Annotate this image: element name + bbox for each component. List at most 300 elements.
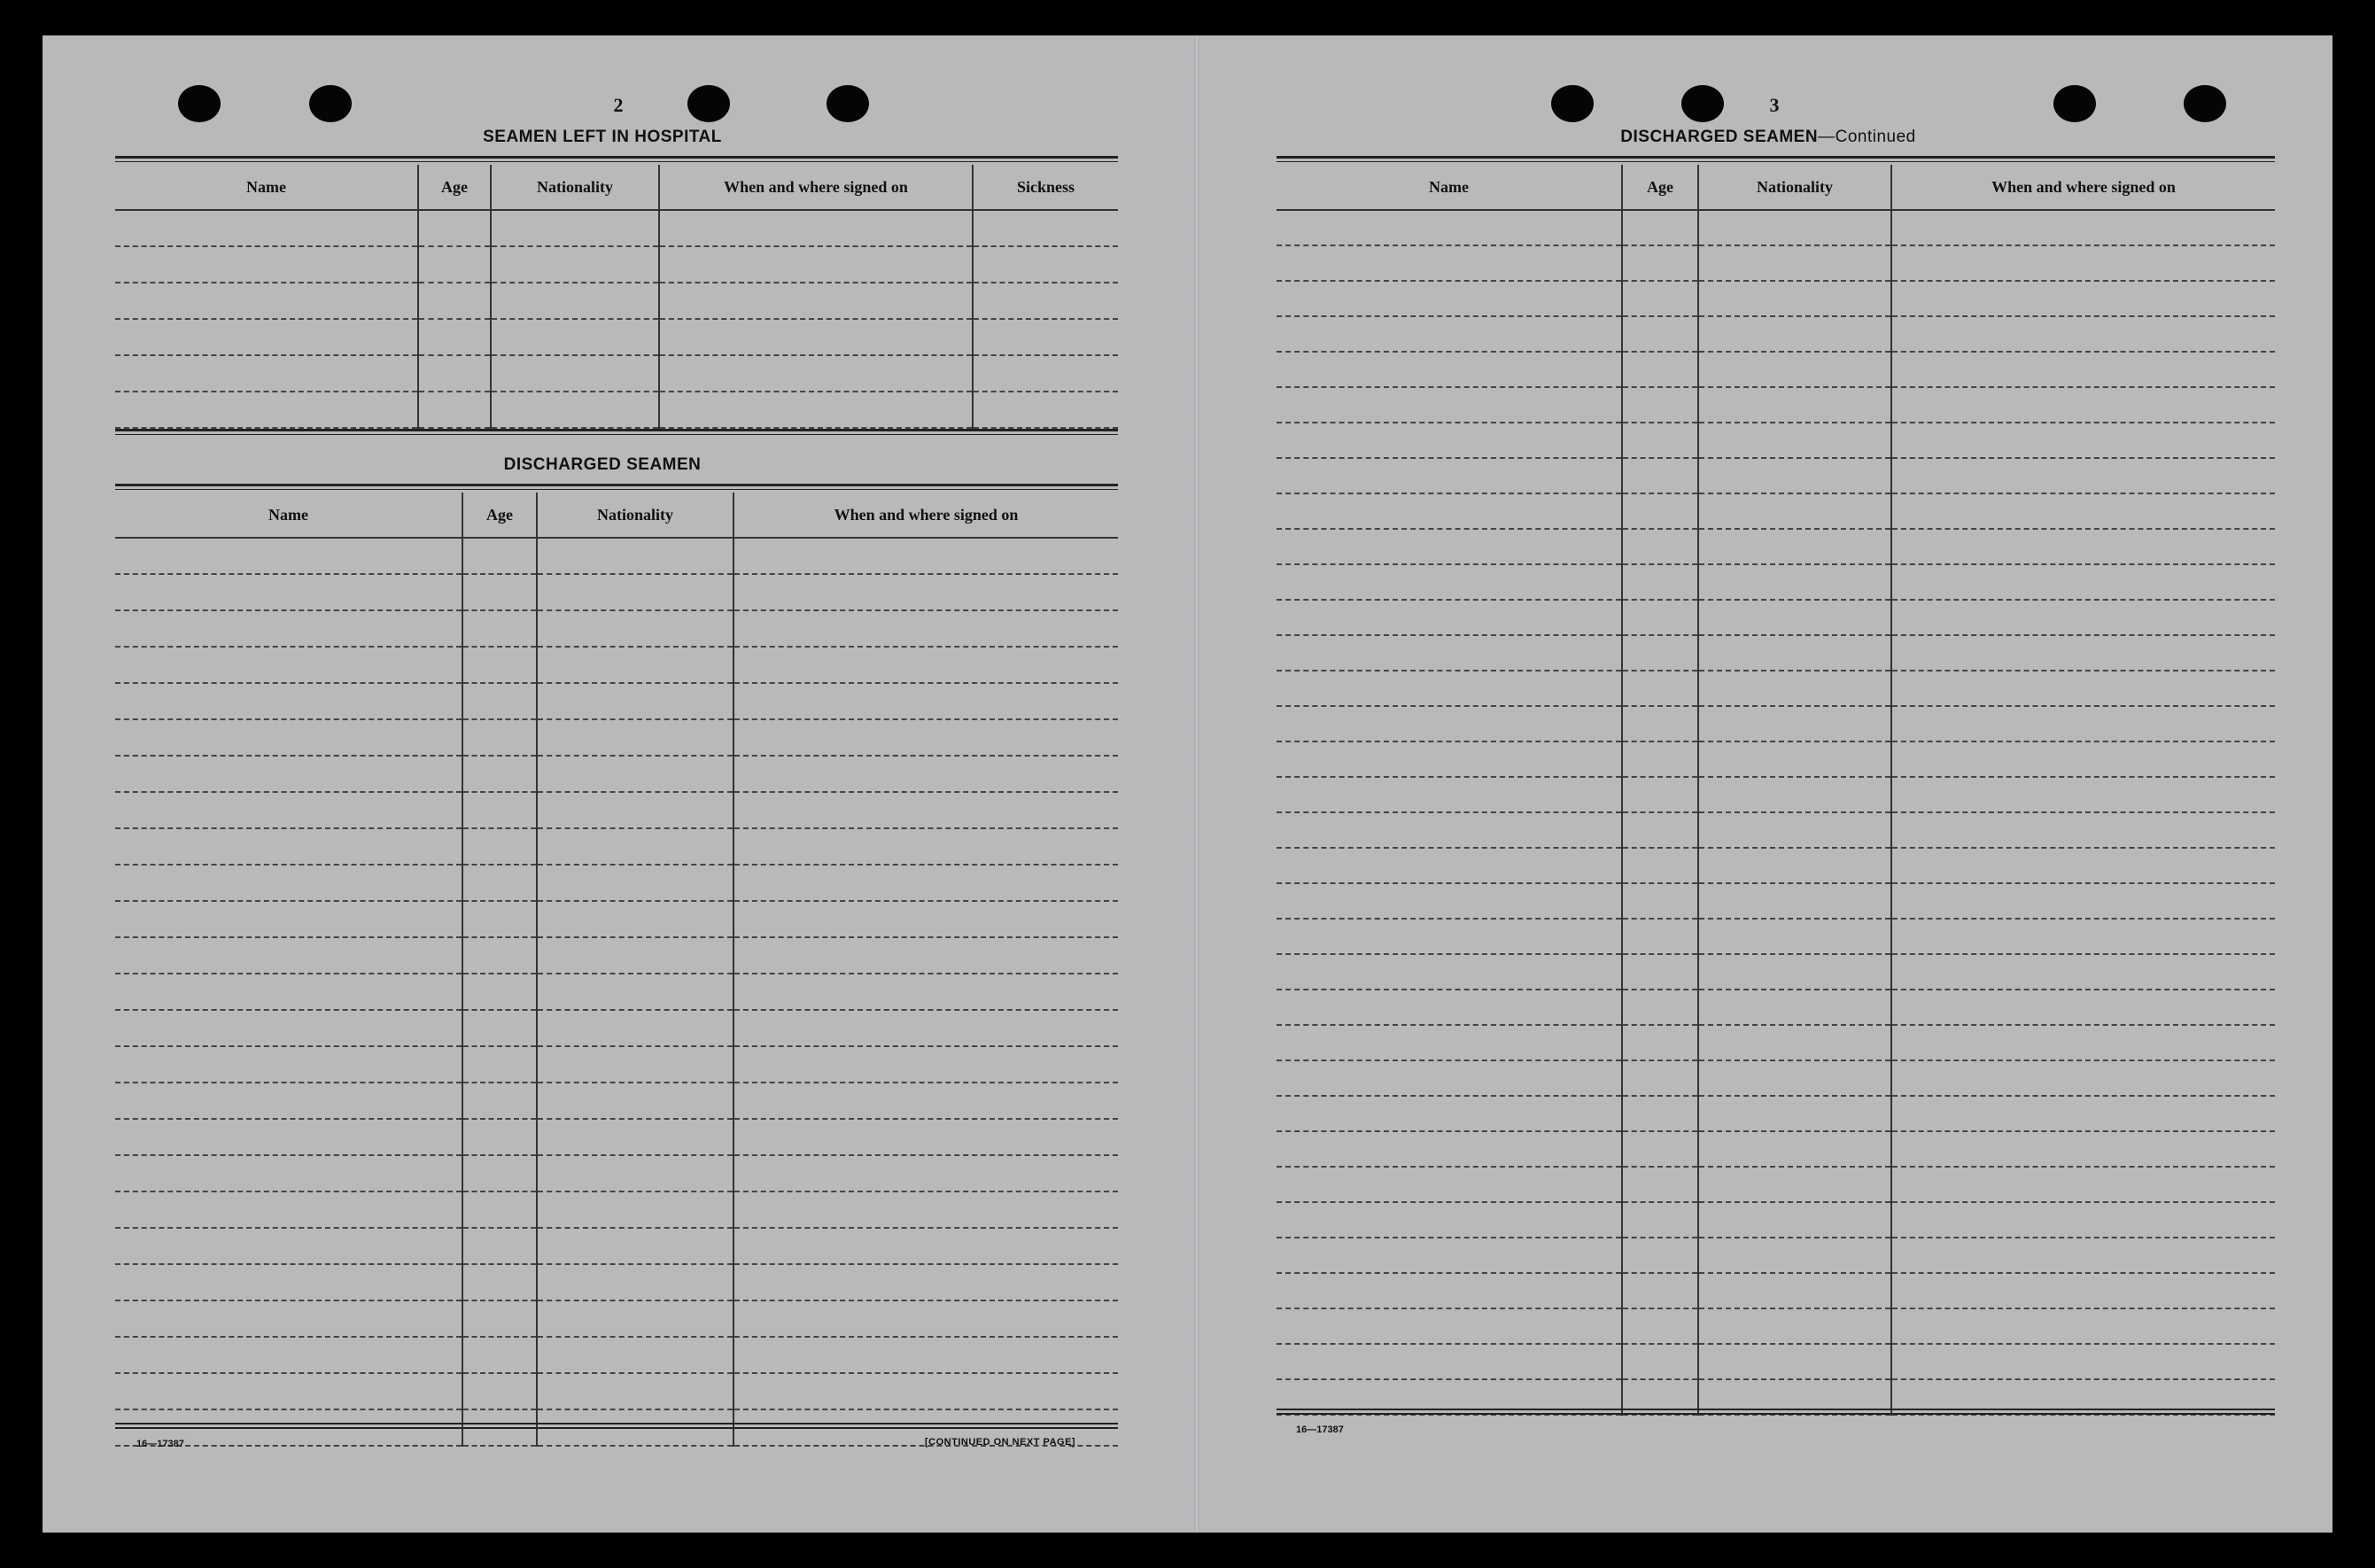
table-row [115, 1046, 1118, 1083]
table-cell [537, 1228, 733, 1264]
table-cell [733, 574, 1118, 610]
table-cell [1698, 458, 1891, 493]
table-cell [115, 246, 418, 283]
column-header: Name [115, 165, 418, 210]
table-cell [1891, 671, 2275, 706]
table-row [1277, 1096, 2275, 1131]
table-cell [1891, 564, 2275, 600]
table-cell [1698, 1025, 1891, 1060]
table-cell [1277, 883, 1622, 919]
table-cell [1891, 706, 2275, 741]
table-cell [537, 1010, 733, 1046]
table-cell [537, 865, 733, 901]
table-cell [115, 1119, 462, 1155]
table-cell [1622, 564, 1698, 600]
table-cell [115, 1300, 462, 1337]
table-cell [1698, 919, 1891, 954]
table-row [115, 1337, 1118, 1373]
table-cell [1891, 1273, 2275, 1308]
table-cell [1622, 1025, 1698, 1060]
table-cell [537, 610, 733, 647]
table-row [1277, 990, 2275, 1025]
table-cell [462, 538, 537, 574]
table-row [115, 574, 1118, 610]
table-cell [733, 1264, 1118, 1300]
table-cell [1277, 423, 1622, 458]
table-cell [1277, 1060, 1622, 1096]
table-cell [1622, 1344, 1698, 1379]
table-cell [1622, 812, 1698, 848]
table-row [115, 1373, 1118, 1409]
table-cell [1698, 564, 1891, 600]
table-cell [973, 283, 1118, 319]
table-row [1277, 245, 2275, 281]
table-cell [733, 865, 1118, 901]
title-suffix: —Continued [1818, 128, 1916, 146]
table-cell [1698, 1060, 1891, 1096]
table-cell [115, 210, 418, 246]
table-cell [115, 1192, 462, 1228]
table-cell [1622, 245, 1698, 281]
table-cell [1891, 493, 2275, 529]
left-page [115, 35, 1160, 1533]
table-row [1277, 210, 2275, 245]
table-cell [115, 865, 462, 901]
table-row [1277, 493, 2275, 529]
table-cell [1891, 316, 2275, 352]
hospital-section-title: SEAMEN LEFT IN HOSPITAL [483, 128, 722, 146]
table-cell [1277, 990, 1622, 1025]
table-cell [115, 974, 462, 1010]
table-cell [115, 828, 462, 865]
column-header: When and where signed on [1891, 165, 2275, 210]
table-cell [1622, 281, 1698, 316]
table-cell [659, 246, 973, 283]
table-cell [1698, 1344, 1891, 1379]
table-row [115, 756, 1118, 792]
table-cell [1622, 706, 1698, 741]
table-row [1277, 1060, 2275, 1096]
table-cell [1891, 990, 2275, 1025]
bottom-rule [1277, 1409, 2275, 1415]
table-cell [537, 756, 733, 792]
table-row [115, 901, 1118, 937]
table-cell [115, 1046, 462, 1083]
table-cell [462, 974, 537, 1010]
table-cell [1277, 281, 1622, 316]
table-row [1277, 600, 2275, 635]
table-row [115, 1155, 1118, 1192]
table-cell [418, 210, 491, 246]
table-cell [1277, 245, 1622, 281]
table-cell [537, 1300, 733, 1337]
table-cell [115, 538, 462, 574]
table-cell [1891, 635, 2275, 671]
table-cell [115, 610, 462, 647]
table-row [1277, 281, 2275, 316]
table-cell [537, 1119, 733, 1155]
table-cell [537, 1155, 733, 1192]
table-row [1277, 1025, 2275, 1060]
table-cell [1698, 1096, 1891, 1131]
table-cell [462, 610, 537, 647]
table-row [115, 1010, 1118, 1046]
table-cell [1698, 954, 1891, 990]
table-cell [462, 574, 537, 610]
table-cell [537, 538, 733, 574]
table-cell [462, 1373, 537, 1409]
table-cell [1277, 1202, 1622, 1238]
table-cell [1277, 848, 1622, 883]
table-cell [1891, 1096, 2275, 1131]
table-cell [1622, 1308, 1698, 1344]
table-cell [1622, 316, 1698, 352]
table-cell [973, 392, 1118, 428]
table-cell [491, 319, 659, 355]
table-cell [462, 647, 537, 683]
table-cell [1891, 954, 2275, 990]
table-cell [733, 538, 1118, 574]
table-cell [733, 937, 1118, 974]
table-cell [537, 937, 733, 974]
table-cell [1277, 1238, 1622, 1273]
table-cell [1891, 1308, 2275, 1344]
section-rule [115, 484, 1118, 490]
table-cell [1277, 1096, 1622, 1131]
table-cell [462, 792, 537, 828]
table-cell [733, 1300, 1118, 1337]
table-cell [537, 1192, 733, 1228]
table-cell [115, 1264, 462, 1300]
table-cell [1277, 812, 1622, 848]
form-number: 16—17387 [1296, 1424, 1344, 1435]
table-cell [462, 1010, 537, 1046]
table-cell [115, 392, 418, 428]
table-cell [1277, 458, 1622, 493]
discharged-continued-title [1277, 128, 2260, 147]
table-cell [1698, 671, 1891, 706]
table-cell [115, 1373, 462, 1409]
table-cell [973, 355, 1118, 392]
table-cell [462, 1155, 537, 1192]
table-row [115, 719, 1118, 756]
table-cell [418, 392, 491, 428]
table-row [115, 828, 1118, 865]
table-cell [418, 355, 491, 392]
table-cell [1277, 316, 1622, 352]
table-cell [462, 1264, 537, 1300]
table-cell [973, 210, 1118, 246]
table-cell [537, 683, 733, 719]
table-row [1277, 777, 2275, 812]
table-cell [462, 901, 537, 937]
table-cell [115, 283, 418, 319]
table-cell [733, 1337, 1118, 1373]
table-row [1277, 706, 2275, 741]
table-cell [1891, 1167, 2275, 1202]
table-row [1277, 564, 2275, 600]
table-cell [1891, 812, 2275, 848]
table-cell [1698, 812, 1891, 848]
table-cell [1891, 1202, 2275, 1238]
page-number: 3 [1769, 94, 1780, 116]
table-cell [537, 792, 733, 828]
table-cell [1622, 493, 1698, 529]
table-cell [462, 1083, 537, 1119]
table-cell [537, 1264, 733, 1300]
table-cell [1698, 245, 1891, 281]
table-cell [1622, 1202, 1698, 1238]
continued-note: [CONTINUED ON NEXT PAGE] [925, 1437, 1076, 1448]
table-cell [115, 901, 462, 937]
table-cell [1698, 1131, 1891, 1167]
table-row [115, 538, 1118, 574]
table-cell [1277, 493, 1622, 529]
table-cell [462, 683, 537, 719]
table-cell [733, 647, 1118, 683]
table-cell [659, 319, 973, 355]
table-row [1277, 1167, 2275, 1202]
table-cell [733, 756, 1118, 792]
table-cell [1622, 600, 1698, 635]
table-cell [1277, 1131, 1622, 1167]
table-cell [1698, 1273, 1891, 1308]
section-rule [115, 156, 1118, 162]
table-cell [733, 719, 1118, 756]
column-header: Name [115, 493, 462, 538]
table-cell [1277, 954, 1622, 990]
table-cell [462, 1119, 537, 1155]
table-row [115, 392, 1118, 428]
right-page [1277, 35, 2322, 1533]
table-cell [537, 1373, 733, 1409]
table-cell [115, 647, 462, 683]
table-row [1277, 635, 2275, 671]
column-header: When and where signed on [733, 493, 1118, 538]
table-cell [1891, 387, 2275, 423]
hospital-table [115, 165, 1118, 429]
table-row [1277, 1308, 2275, 1344]
table-cell [733, 1010, 1118, 1046]
table-cell [973, 246, 1118, 283]
table-cell [1891, 281, 2275, 316]
table-cell [1277, 635, 1622, 671]
table-row [115, 647, 1118, 683]
table-cell [462, 756, 537, 792]
table-cell [537, 1337, 733, 1373]
table-cell [733, 1119, 1118, 1155]
table-cell [1277, 600, 1622, 635]
column-header: Age [1622, 165, 1698, 210]
table-cell [1891, 777, 2275, 812]
table-cell [1277, 564, 1622, 600]
table-cell [1622, 1060, 1698, 1096]
table-cell [1622, 883, 1698, 919]
table-cell [462, 865, 537, 901]
table-cell [733, 610, 1118, 647]
table-cell [537, 1046, 733, 1083]
table-cell [973, 319, 1118, 355]
table-cell [1698, 741, 1891, 777]
table-row [1277, 954, 2275, 990]
table-cell [1277, 210, 1622, 245]
table-cell [1622, 1238, 1698, 1273]
table-cell [1622, 210, 1698, 245]
table-cell [733, 1373, 1118, 1409]
page-fold [1194, 35, 1199, 1533]
table-cell [1622, 671, 1698, 706]
table-row [115, 283, 1118, 319]
table-cell [1891, 883, 2275, 919]
table-cell [1698, 316, 1891, 352]
table-cell [733, 901, 1118, 937]
table-cell [115, 756, 462, 792]
table-cell [462, 1046, 537, 1083]
document-sheet [43, 35, 2332, 1533]
table-row [1277, 671, 2275, 706]
table-cell [1698, 387, 1891, 423]
table-cell [733, 1155, 1118, 1192]
title-main: DISCHARGED SEAMEN [1620, 128, 1819, 146]
column-header: Nationality [537, 493, 733, 538]
table-cell [115, 719, 462, 756]
table-cell [1698, 777, 1891, 812]
table-cell [1622, 387, 1698, 423]
table-row [1277, 919, 2275, 954]
table-cell [115, 937, 462, 974]
column-header: When and where signed on [659, 165, 973, 210]
table-cell [462, 1192, 537, 1228]
table-cell [115, 355, 418, 392]
table-cell [1277, 1273, 1622, 1308]
table-cell [1698, 600, 1891, 635]
table-row [115, 865, 1118, 901]
table-cell [1698, 423, 1891, 458]
table-cell [537, 574, 733, 610]
table-cell [1622, 741, 1698, 777]
table-row [115, 937, 1118, 974]
discharged-continued-table [1277, 165, 2275, 1416]
table-cell [1698, 352, 1891, 387]
table-cell [1698, 529, 1891, 564]
table-row [1277, 741, 2275, 777]
table-cell [491, 210, 659, 246]
table-cell [115, 1155, 462, 1192]
column-header: Name [1277, 165, 1622, 210]
table-cell [462, 1337, 537, 1373]
discharged-table [115, 493, 1118, 1447]
table-row [115, 355, 1118, 392]
table-cell [1622, 777, 1698, 812]
table-cell [1698, 210, 1891, 245]
table-cell [1891, 848, 2275, 883]
table-row [115, 210, 1118, 246]
table-cell [1891, 1238, 2275, 1273]
table-cell [1277, 387, 1622, 423]
table-cell [1622, 1096, 1698, 1131]
table-cell [1622, 352, 1698, 387]
table-cell [1891, 529, 2275, 564]
table-cell [491, 283, 659, 319]
column-header: Nationality [491, 165, 659, 210]
table-cell [733, 683, 1118, 719]
table-cell [115, 1010, 462, 1046]
table-row [1277, 883, 2275, 919]
table-cell [1277, 352, 1622, 387]
table-cell [537, 828, 733, 865]
table-row [115, 1264, 1118, 1300]
table-cell [1622, 458, 1698, 493]
table-cell [1622, 423, 1698, 458]
table-cell [537, 974, 733, 1010]
table-row [115, 1083, 1118, 1119]
table-cell [491, 355, 659, 392]
table-row [115, 1192, 1118, 1228]
table-row [1277, 1202, 2275, 1238]
table-cell [115, 319, 418, 355]
table-row [115, 246, 1118, 283]
table-row [1277, 529, 2275, 564]
table-cell [537, 901, 733, 937]
table-cell [491, 392, 659, 428]
table-cell [1622, 848, 1698, 883]
table-cell [1277, 1167, 1622, 1202]
table-cell [1622, 990, 1698, 1025]
column-header: Sickness [973, 165, 1118, 210]
table-cell [1277, 777, 1622, 812]
table-cell [1698, 1202, 1891, 1238]
table-row [1277, 1131, 2275, 1167]
table-cell [1622, 1273, 1698, 1308]
table-cell [418, 283, 491, 319]
page-number: 2 [613, 94, 624, 116]
table-cell [1891, 600, 2275, 635]
table-cell [659, 392, 973, 428]
table-cell [1698, 281, 1891, 316]
table-cell [659, 355, 973, 392]
table-cell [1698, 493, 1891, 529]
table-cell [1622, 1167, 1698, 1202]
table-row [1277, 1344, 2275, 1379]
table-cell [462, 937, 537, 974]
table-row [1277, 1238, 2275, 1273]
table-cell [1698, 1167, 1891, 1202]
table-cell [1622, 919, 1698, 954]
table-cell [733, 1192, 1118, 1228]
bottom-rule [115, 1423, 1118, 1429]
table-cell [1277, 706, 1622, 741]
table-row [115, 1228, 1118, 1264]
table-row [1277, 848, 2275, 883]
table-cell [1277, 1344, 1622, 1379]
table-cell [733, 1046, 1118, 1083]
table-row [115, 1300, 1118, 1337]
table-cell [115, 574, 462, 610]
table-cell [537, 1083, 733, 1119]
table-row [1277, 423, 2275, 458]
table-row [1277, 387, 2275, 423]
table-row [115, 974, 1118, 1010]
table-cell [1698, 635, 1891, 671]
table-cell [1891, 1060, 2275, 1096]
table-cell [1622, 1131, 1698, 1167]
column-header: Nationality [1698, 165, 1891, 210]
table-cell [1622, 635, 1698, 671]
table-row [1277, 316, 2275, 352]
table-cell [1698, 706, 1891, 741]
table-cell [115, 1083, 462, 1119]
column-header: Age [418, 165, 491, 210]
